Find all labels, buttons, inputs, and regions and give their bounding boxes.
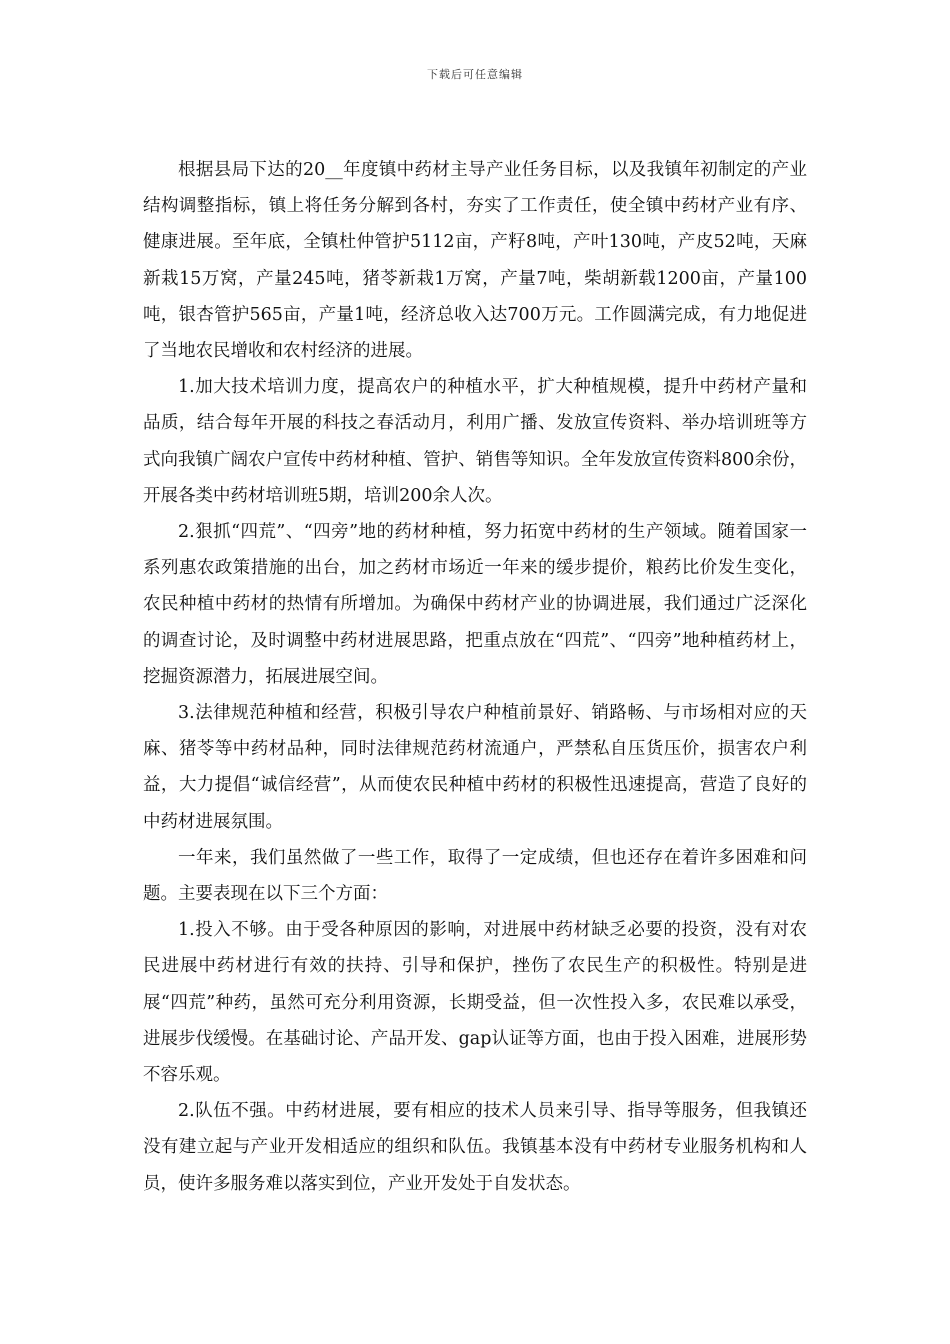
- paragraph-measure-3: 3.法律规范种植和经营，积极引导农户种植前景好、销路畅、与市场相对应的天麻、猪苓等中药材品种，同时法律规范药材流通户，严禁私自压货压价，损害农户利益，大力提倡“诚信经营”，从而使农民种植中药材的积极性迅速提高，营造了良好的中药材进展氛围。: [143, 703, 807, 832]
- paragraph-problems-intro: 一年来，我们虽然做了一些工作，取得了一定成绩，但也还存在着许多困难和问题。主要表现在以下三个方面：: [143, 847, 807, 905]
- paragraph-problem-1: 1.投入不够。由于受各种原因的影响，对进展中药材缺乏必要的投资，没有对农民进展中药材进行有效的扶持、引导和保护，挫伤了农民生产的积极性。特别是进展“四荒”种药，虽然可充分利用资源，长期受益，但一次性投入多，农民难以承受，进展步伐缓慢。在基础讨论、产品开发、gap认证等方面，也由于投入困难，进展形势不容乐观。: [143, 920, 807, 1086]
- header-note: 下载后可任意编辑: [427, 68, 523, 81]
- document-body: [143, 152, 807, 1202]
- paragraph-measure-2: 2.狠抓“四荒”、“四旁”地的药材种植，努力拓宽中药材的生产领域。随着国家一系列惠农政策措施的出台，加之药材市场近一年来的缓步提价，粮药比价发生变化，农民种植中药材的热情有所增加。为确保中药材产业的协调进展，我们通过广泛深化的调查讨论，及时调整中药材进展思路，把重点放在“四荒”、“四旁”地种植药材上，挖掘资源潜力，拓展进展空间。: [143, 522, 807, 687]
- paragraph-intro: 根据县局下达的20__年度镇中药材主导产业任务目标，以及我镇年初制定的产业结构调整指标，镇上将任务分解到各村，夯实了工作责任，使全镇中药材产业有序、健康进展。至年底，全镇杜仲管护5112亩，产籽8吨，产叶130吨，产皮52吨，天麻新栽15万窝，产量245吨，猪苓新栽1万窝，产量7吨，柴胡新载1200亩，产量100吨，银杏管护565亩，产量1吨，经济总收入达700万元。工作圆满完成，有力地促进了当地农民增收和农村经济的进展。: [143, 160, 807, 362]
- paragraph-problem-2: 2.队伍不强。中药材进展，要有相应的技术人员来引导、指导等服务，但我镇还没有建立起与产业开发相适应的组织和队伍。我镇基本没有中药材专业服务机构和人员，使许多服务难以落实到位，产业开发处于自发状态。: [143, 1101, 807, 1194]
- paragraph-measure-1: 1.加大技术培训力度，提高农户的种植水平，扩大种植规模，提升中药材产量和品质，结合每年开展的科技之春活动月，利用广播、发放宣传资料、举办培训班等方式向我镇广阔农户宣传中药材种植、管护、销售等知识。全年发放宣传资料800余份，开展各类中药材培训班5期，培训200余人次。: [143, 377, 807, 506]
